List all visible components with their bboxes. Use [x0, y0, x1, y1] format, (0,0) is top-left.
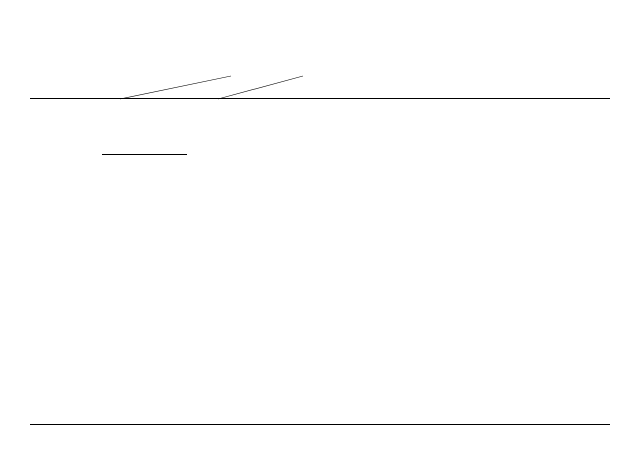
footer-divider	[30, 424, 610, 425]
